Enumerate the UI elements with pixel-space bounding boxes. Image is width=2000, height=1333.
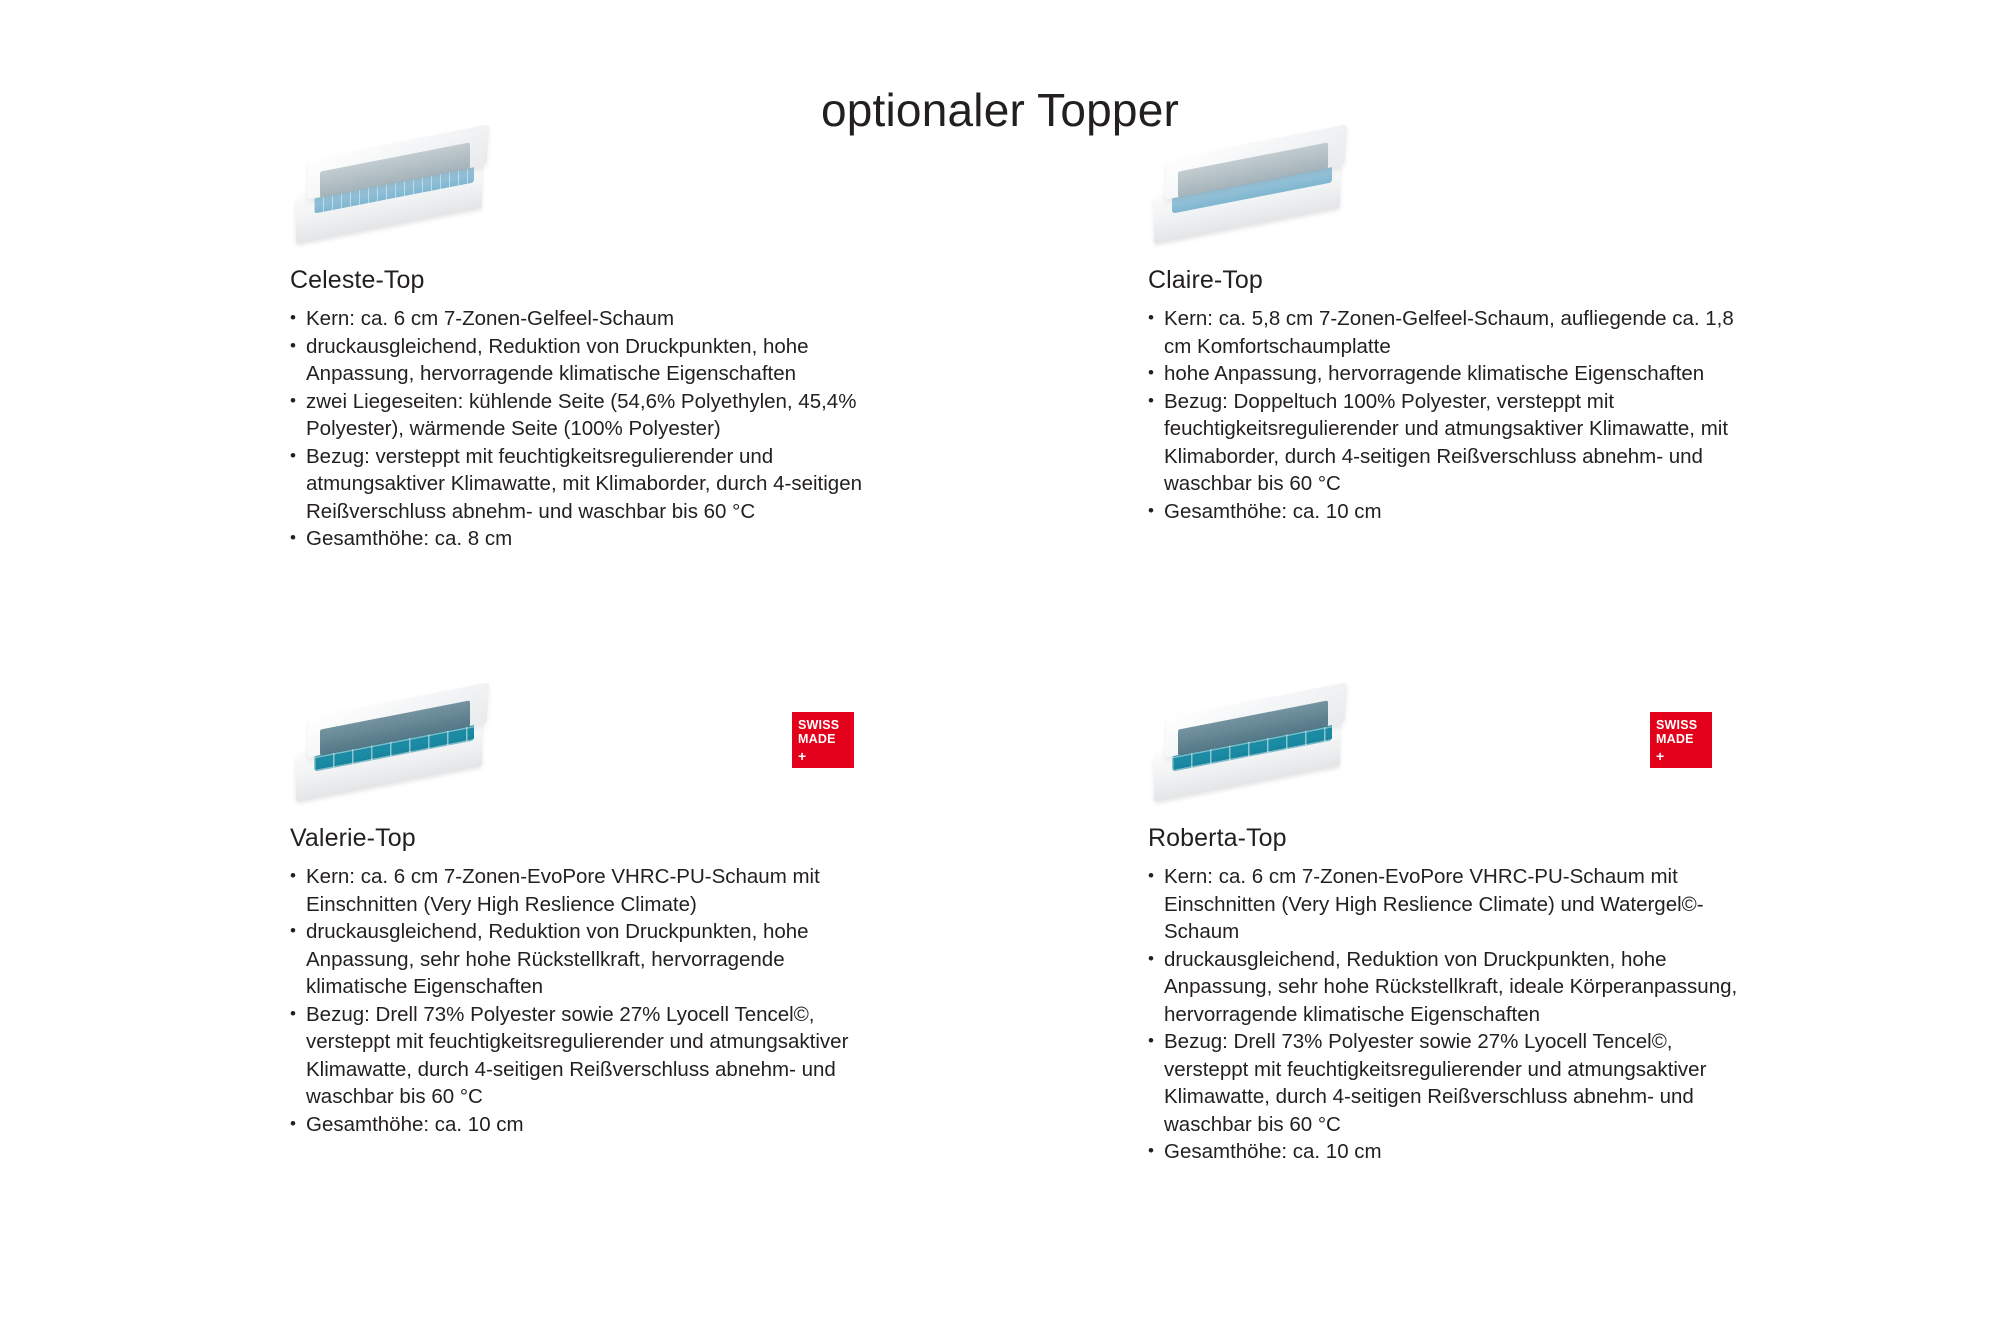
product-spec-list <box>290 305 890 553</box>
spec-item: • druckausgleichend, Reduktion von Druckpunkten, hohe Anpassung, hervorragende klimatische Eigenschaften <box>290 333 866 388</box>
mattress-topper-illustration <box>290 140 520 240</box>
swiss-badge-line2: MADE <box>1656 732 1694 746</box>
swiss-badge-line2: MADE <box>798 732 836 746</box>
mattress-topper-illustration <box>1148 698 1378 798</box>
product-image-valerie-top <box>290 698 890 806</box>
spec-item: • Bezug: versteppt mit feuchtigkeitsregulierender und atmungsaktiver Klimawatte, mit Klimaborder, durch 4-seitigen Reißverschluss abnehm- und waschbar bis 60 °C <box>290 443 866 526</box>
product-card-roberta-top <box>1148 698 1748 1166</box>
page-title: optionaler Topper <box>820 83 1180 136</box>
spec-item: • zwei Liegeseiten: kühlende Seite (54,6% Polyethylen, 45,4% Polyester), wärmende Seite (100% Polyester) <box>290 388 866 443</box>
product-title: Celeste-Top <box>290 266 425 294</box>
spec-item: • Gesamthöhe: ca. 10 cm <box>290 1111 886 1139</box>
spec-item: • Gesamthöhe: ca. 10 cm <box>1148 498 1744 526</box>
product-image-claire-top <box>1148 140 1748 248</box>
product-spec-list <box>1148 305 1748 525</box>
swiss-made-badge <box>1650 712 1712 768</box>
product-card-claire-top <box>1148 140 1748 525</box>
product-card-valerie-top <box>290 698 890 1138</box>
spec-item: • Gesamthöhe: ca. 10 cm <box>1148 1138 1744 1166</box>
spec-item: • Bezug: Drell 73% Polyester sowie 27% Lyocell Tencel©, versteppt mit feuchtigkeitsregulierender und atmungsaktiver Klimawatte, durch 4-seitigen Reißverschluss abnehm- und waschbar bis 60 °C <box>1148 1028 1744 1138</box>
spec-item: • druckausgleichend, Reduktion von Druckpunkten, hohe Anpassung, sehr hohe Rückstellkraft, hervorragende klimatische Eigenschaften <box>290 918 886 1001</box>
product-title: Valerie-Top <box>290 824 416 852</box>
mattress-topper-illustration <box>1148 140 1378 240</box>
mattress-topper-illustration <box>290 698 520 798</box>
spec-item: • Bezug: Doppeltuch 100% Polyester, versteppt mit feuchtigkeitsregulierender und atmungsaktiver Klimawatte, mit Klimaborder, durch 4-seitigen Reißverschluss abnehm- und waschbar bis 60 °C <box>1148 388 1744 498</box>
product-card-celeste-top <box>290 140 890 553</box>
spec-item: • hohe Anpassung, hervorragende klimatische Eigenschaften <box>1148 360 1744 388</box>
product-title: Claire-Top <box>1148 266 1263 294</box>
swiss-badge-cross-icon: + <box>798 748 807 764</box>
product-image-celeste-top <box>290 140 890 248</box>
swiss-badge-cross-icon: + <box>1656 748 1665 764</box>
spec-item: • Gesamthöhe: ca. 8 cm <box>290 525 866 553</box>
spec-item: • Kern: ca. 5,8 cm 7-Zonen-Gelfeel-Schaum, aufliegende ca. 1,8 cm Komfortschaumplatte <box>1148 305 1744 360</box>
spec-item: • Kern: ca. 6 cm 7-Zonen-EvoPore VHRC-PU-Schaum mit Einschnitten (Very High Reslience Climate) und Watergel©-Schaum <box>1148 863 1744 946</box>
swiss-made-badge <box>792 712 854 768</box>
spec-item: • druckausgleichend, Reduktion von Druckpunkten, hohe Anpassung, sehr hohe Rückstellkraft, ideale Körperanpassung, hervorragende klimatische Eigenschaften <box>1148 946 1744 1029</box>
product-image-roberta-top <box>1148 698 1748 806</box>
swiss-badge-line1: SWISS <box>798 718 840 732</box>
product-title: Roberta-Top <box>1148 824 1287 852</box>
swiss-badge-line1: SWISS <box>1656 718 1698 732</box>
spec-item: • Kern: ca. 6 cm 7-Zonen-Gelfeel-Schaum <box>290 305 866 333</box>
product-spec-list <box>290 863 890 1138</box>
product-spec-list <box>1148 863 1748 1166</box>
spec-item: • Kern: ca. 6 cm 7-Zonen-EvoPore VHRC-PU-Schaum mit Einschnitten (Very High Reslience Climate) <box>290 863 886 918</box>
spec-item: • Bezug: Drell 73% Polyester sowie 27% Lyocell Tencel©, versteppt mit feuchtigkeitsregulierender und atmungsaktiver Klimawatte, durch 4-seitigen Reißverschluss abnehm- und waschbar bis 60 °C <box>290 1001 886 1111</box>
